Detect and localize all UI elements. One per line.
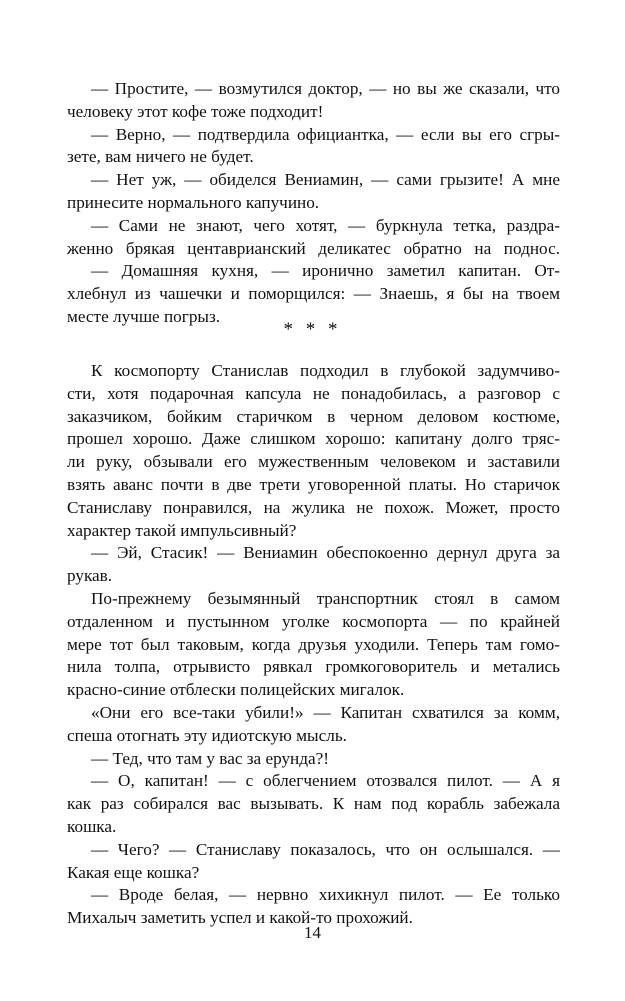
text-line: спеша отогнать эту идиотскую мысль. [67,726,347,745]
text-line: Михалыч заметить успел и какой-то прохожий. [67,908,413,927]
text-line: сти, хотя подарочная капсула не понадобилась, а разговор с [67,384,560,403]
text-line: — Нет уж, — обиделся Вениамин, — сами грызите! А мне [91,170,560,189]
text-line: хлебнул из чашечки и поморщился: — Знаешь, я бы на твоем [67,284,560,303]
text-line: красно-синие отблески полицейских мигалок. [67,680,405,699]
section-separator: * * * [283,319,342,340]
text-line: — Простите, — возмутился доктор, — но вы же сказали, что [91,79,560,98]
text-line: Какая еще кошка? [67,863,200,882]
text-line: — О, капитан! — с облегчением отозвался пилот. — А я [91,771,560,790]
text-line: отдаленном и пустынном уголке космопорта — по крайней [67,612,560,631]
text-line: — Домашняя кухня, — иронично заметил капитан. От- [91,261,560,280]
text-line: «Они его все-таки убили!» — Капитан схватился за комм, [91,703,560,722]
text-line: нила толпа, отрывисто рявкал громкоговоритель и метались [67,657,560,676]
text-line: как раз собирался вас вызывать. К нам под корабль забежала [67,794,560,813]
text-line: женно брякая центаврианский деликатес обратно на поднос. [67,239,560,258]
text-line: — Тед, что там у вас за ерунда?! [91,749,329,768]
text-line: рукав. [67,566,113,585]
text-line: — Сами не знают, чего хотят, — буркнула тетка, раздра- [91,216,560,235]
text-line: — Эй, Стасик! — Вениамин обеспокоенно дернул друга за [91,543,560,562]
text-line: характер такой импульсивный? [67,521,297,540]
text-line: — Верно, — подтвердила официантка, — если вы его сгры- [91,125,560,144]
page-number: 14 [304,923,321,942]
text-line: зете, вам ничего не будет. [67,147,254,166]
text-line: мере тот был таковым, когда друзья уходили. Теперь там гомо- [67,635,560,654]
text-line: заказчиком, бойким старичком в черном деловом костюме, [67,407,560,426]
text-line: месте лучше погрыз. [67,307,221,326]
text-line: взять аванс почти в две трети уговоренной платы. Но старичок [67,475,560,494]
text-line: прошел хорошо. Даже слишком хорошо: капитану долго тряс- [67,429,560,448]
text-line: — Чего? — Станиславу показалось, что он ослышался. — [91,840,560,859]
text-line: — Вроде белая, — нервно хихикнул пилот. — Ее только [91,885,560,904]
text-line: По-прежнему безымянный транспортник стоял в самом [91,589,560,608]
text-line: ли руку, обзывали его мужественным человеком и заставили [67,452,560,471]
text-line: человеку этот кофе тоже подходит! [67,102,324,121]
text-line: К космопорту Станислав подходил в глубокой задумчиво- [91,361,560,380]
text-line: кошка. [67,817,117,836]
text-line: принесите нормального капучино. [67,193,320,212]
text-line: Станиславу понравился, на жулика не похож. Может, просто [67,498,560,517]
